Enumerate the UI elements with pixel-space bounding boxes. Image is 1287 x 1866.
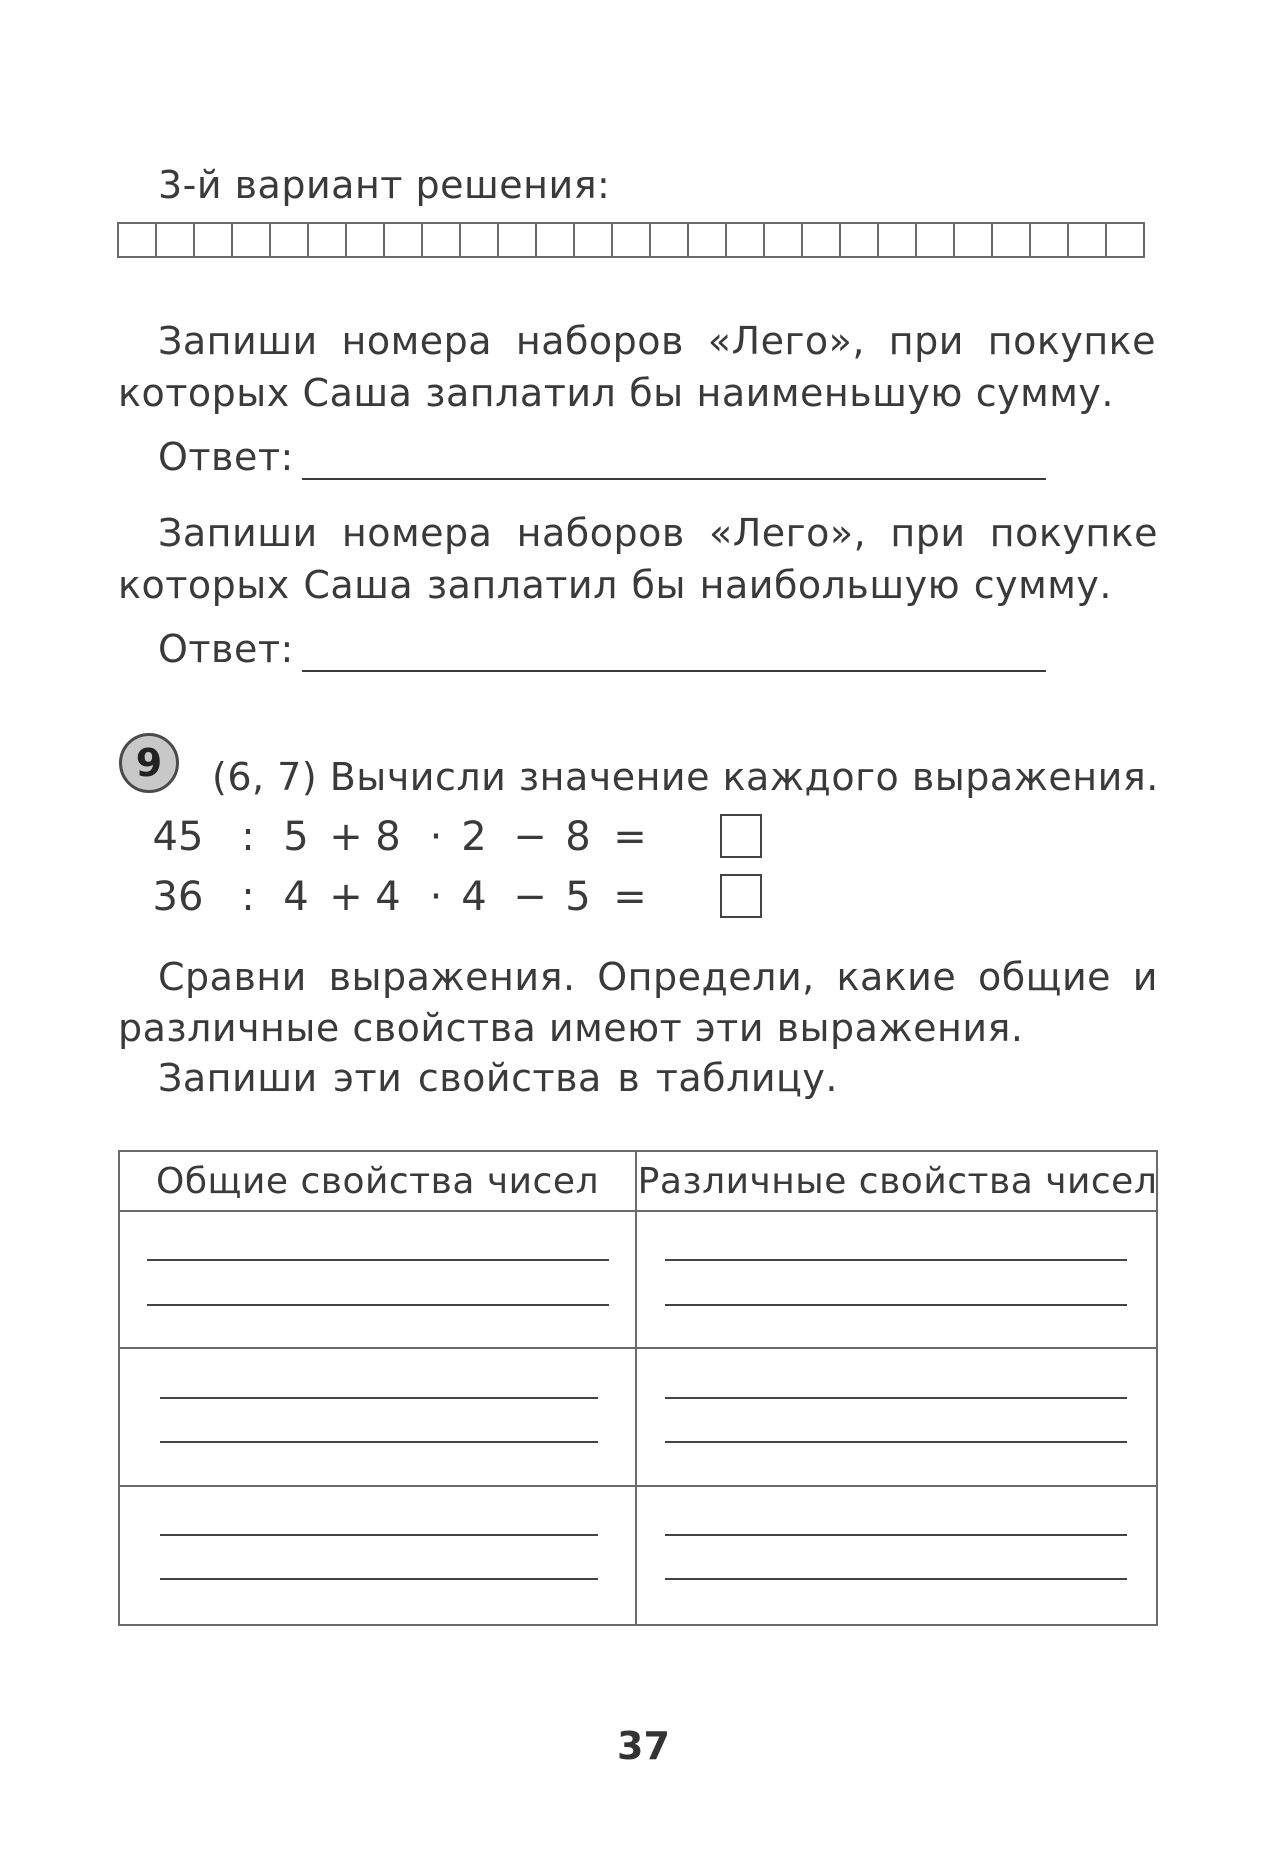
table-column-divider bbox=[635, 1152, 637, 1624]
common-write-line[interactable] bbox=[160, 1578, 598, 1580]
grid-cell[interactable] bbox=[309, 224, 347, 256]
expression-token: 5 bbox=[565, 874, 591, 920]
expression-token: 45 bbox=[152, 814, 204, 860]
expression-token: = bbox=[613, 814, 647, 860]
page-number: 37 bbox=[617, 1724, 670, 1768]
grid-cell[interactable] bbox=[727, 224, 765, 256]
expression-token: − bbox=[513, 874, 547, 920]
grid-cell[interactable] bbox=[1107, 224, 1143, 256]
grid-cell[interactable] bbox=[613, 224, 651, 256]
different-write-line[interactable] bbox=[665, 1259, 1127, 1261]
grid-cell[interactable] bbox=[385, 224, 423, 256]
solution-grid-strip[interactable] bbox=[117, 222, 1145, 258]
expression-token: + bbox=[329, 814, 363, 860]
grid-cell[interactable] bbox=[233, 224, 271, 256]
expression-token: − bbox=[513, 814, 547, 860]
different-write-line[interactable] bbox=[665, 1441, 1127, 1443]
grid-cell[interactable] bbox=[195, 224, 233, 256]
grid-cell[interactable] bbox=[917, 224, 955, 256]
different-write-line[interactable] bbox=[665, 1397, 1127, 1399]
expression-token: · bbox=[429, 874, 443, 920]
compare-line-2: различные свойства имеют эти выражения. bbox=[118, 1006, 1024, 1050]
expression-token: + bbox=[329, 874, 363, 920]
grid-cell[interactable] bbox=[841, 224, 879, 256]
task-number-badge: 9 bbox=[119, 733, 179, 793]
common-write-line[interactable] bbox=[160, 1397, 598, 1399]
expression-2-answer-box[interactable] bbox=[720, 874, 762, 918]
expression-token: : bbox=[241, 814, 255, 860]
grid-cell[interactable] bbox=[1031, 224, 1069, 256]
question-min-line-1: Запиши номера наборов «Лего», при покупке bbox=[158, 319, 1156, 363]
answer-min-label: Ответ: bbox=[158, 435, 294, 479]
expression-1-answer-box[interactable] bbox=[720, 814, 762, 858]
grid-cell[interactable] bbox=[575, 224, 613, 256]
different-write-line[interactable] bbox=[665, 1578, 1127, 1580]
grid-cell[interactable] bbox=[157, 224, 195, 256]
answer-max-label: Ответ: bbox=[158, 627, 294, 671]
common-write-line[interactable] bbox=[147, 1259, 609, 1261]
variant-3-label: 3-й вариант решения: bbox=[158, 163, 611, 207]
compare-line-3: Запиши эти свойства в таблицу. bbox=[158, 1056, 838, 1100]
table-header-different: Различные свойства чисел bbox=[637, 1161, 1158, 1202]
grid-cell[interactable] bbox=[119, 224, 157, 256]
task-9-prompt: (6, 7) Вычисли значение каждого выражения. bbox=[212, 755, 1159, 799]
grid-cell[interactable] bbox=[803, 224, 841, 256]
expression-token: 4 bbox=[283, 874, 309, 920]
expression-token: 4 bbox=[375, 874, 401, 920]
expression-token: 8 bbox=[375, 814, 401, 860]
answer-max-line[interactable] bbox=[302, 670, 1046, 672]
question-max-line-2: которых Саша заплатил бы наибольшую сумму. bbox=[118, 563, 1112, 607]
expression-token: 5 bbox=[283, 814, 309, 860]
expression-2 bbox=[152, 869, 718, 925]
table-row-divider-2 bbox=[120, 1485, 1156, 1487]
expression-token: = bbox=[613, 874, 647, 920]
grid-cell[interactable] bbox=[955, 224, 993, 256]
common-write-line[interactable] bbox=[147, 1304, 609, 1306]
question-min-line-2: которых Саша заплатил бы наименьшую сумму. bbox=[118, 371, 1114, 415]
grid-cell[interactable] bbox=[347, 224, 385, 256]
grid-cell[interactable] bbox=[651, 224, 689, 256]
common-write-line[interactable] bbox=[160, 1534, 598, 1536]
grid-cell[interactable] bbox=[499, 224, 537, 256]
properties-table bbox=[118, 1150, 1158, 1626]
grid-cell[interactable] bbox=[461, 224, 499, 256]
grid-cell[interactable] bbox=[271, 224, 309, 256]
grid-cell[interactable] bbox=[879, 224, 917, 256]
different-write-line[interactable] bbox=[665, 1534, 1127, 1536]
different-write-line[interactable] bbox=[665, 1304, 1127, 1306]
grid-cell[interactable] bbox=[537, 224, 575, 256]
answer-min-line[interactable] bbox=[302, 478, 1046, 480]
expression-1 bbox=[152, 809, 718, 865]
table-header-divider bbox=[120, 1210, 1156, 1212]
question-max-line-1: Запиши номера наборов «Лего», при покупке bbox=[158, 511, 1158, 555]
expression-token: 4 bbox=[461, 874, 487, 920]
grid-cell[interactable] bbox=[1069, 224, 1107, 256]
expression-token: 2 bbox=[461, 814, 487, 860]
grid-cell[interactable] bbox=[765, 224, 803, 256]
grid-cell[interactable] bbox=[993, 224, 1031, 256]
common-write-line[interactable] bbox=[160, 1441, 598, 1443]
expression-token: 8 bbox=[565, 814, 591, 860]
table-row-divider-1 bbox=[120, 1347, 1156, 1349]
grid-cell[interactable] bbox=[689, 224, 727, 256]
expression-token: · bbox=[429, 814, 443, 860]
compare-line-1: Сравни выражения. Определи, какие общие и bbox=[158, 955, 1158, 999]
grid-cell[interactable] bbox=[423, 224, 461, 256]
expression-token: : bbox=[241, 874, 255, 920]
table-header-common: Общие свойства чисел bbox=[156, 1161, 599, 1202]
expression-token: 36 bbox=[152, 874, 204, 920]
